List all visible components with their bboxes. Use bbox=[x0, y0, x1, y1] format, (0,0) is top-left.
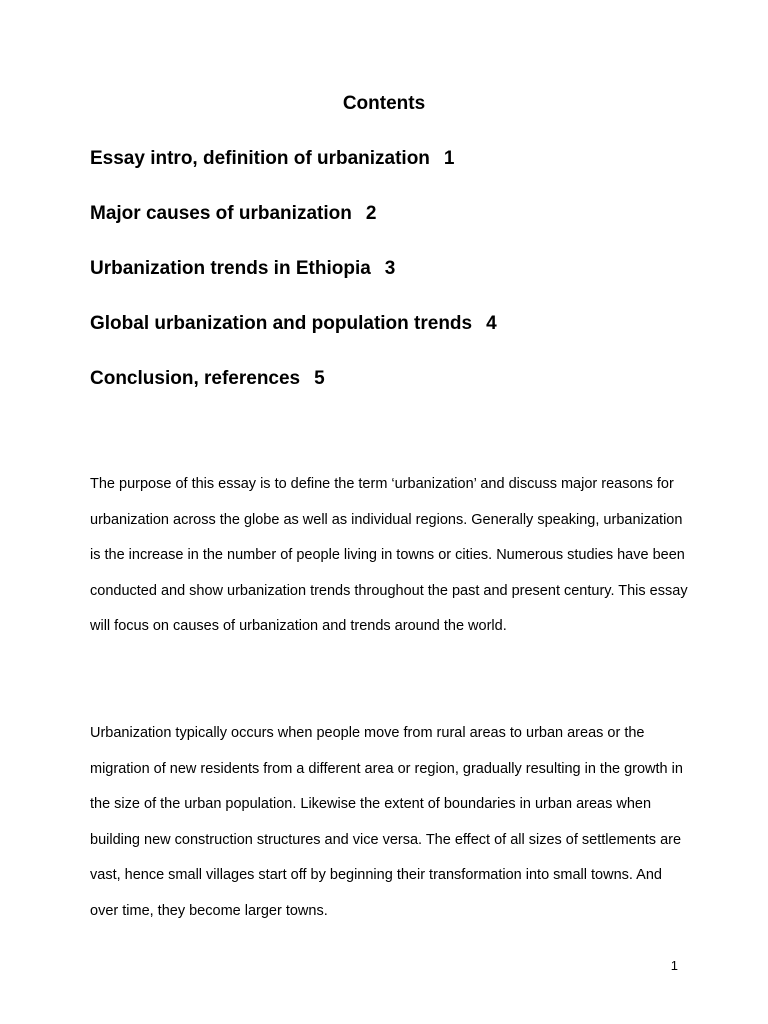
body-paragraph-purpose: The purpose of this essay is to define the term ‘urbanization’ and discuss major reasons for urbanization across the globe as well as individual regions. Generally speaking, urbanization is the increase in the number of people living in towns or cities. Numerous studies have been conducted and show urbanization trends throughout the past and present century. This essay will focus on causes of urbanization and trends around the world. bbox=[90, 476, 688, 635]
toc-entry-label: Global urbanization and population trends bbox=[90, 313, 473, 334]
contents-heading: Contents bbox=[342, 93, 426, 114]
toc-entry-ethiopia-trends bbox=[90, 256, 497, 311]
toc-entry-label: Essay intro, definition of urbanization bbox=[90, 148, 430, 169]
toc-entry-intro bbox=[90, 146, 497, 201]
toc-entry-conclusion bbox=[90, 366, 497, 421]
table-of-contents bbox=[90, 146, 497, 421]
toc-entry-page-number: 1 bbox=[443, 148, 455, 169]
toc-entry-major-causes bbox=[90, 201, 497, 256]
toc-entry-label: Major causes of urbanization bbox=[90, 203, 352, 224]
toc-entry-page-number: 2 bbox=[365, 203, 377, 224]
toc-entry-global-trends bbox=[90, 311, 497, 366]
toc-entry-page-number: 5 bbox=[314, 368, 325, 389]
toc-entry-page-number: 4 bbox=[486, 313, 497, 334]
toc-entry-label: Urbanization trends in Ethiopia bbox=[90, 258, 371, 279]
toc-entry-page-number: 3 bbox=[384, 258, 396, 279]
page-number: 1 bbox=[670, 958, 678, 973]
body-paragraph-urbanization-process: Urbanization typically occurs when people move from rural areas to urban areas or the migration of new residents from a different area or region, gradually resulting in the growth in the size of the urban population. Likewise the extent of boundaries in urban areas when building new construction structures and vice versa. The effect of all sizes of settlements are vast, hence small villages start off by beginning their transformation into small towns. And over time, they become larger towns. bbox=[90, 725, 683, 919]
toc-entry-label: Conclusion, references bbox=[90, 368, 301, 389]
